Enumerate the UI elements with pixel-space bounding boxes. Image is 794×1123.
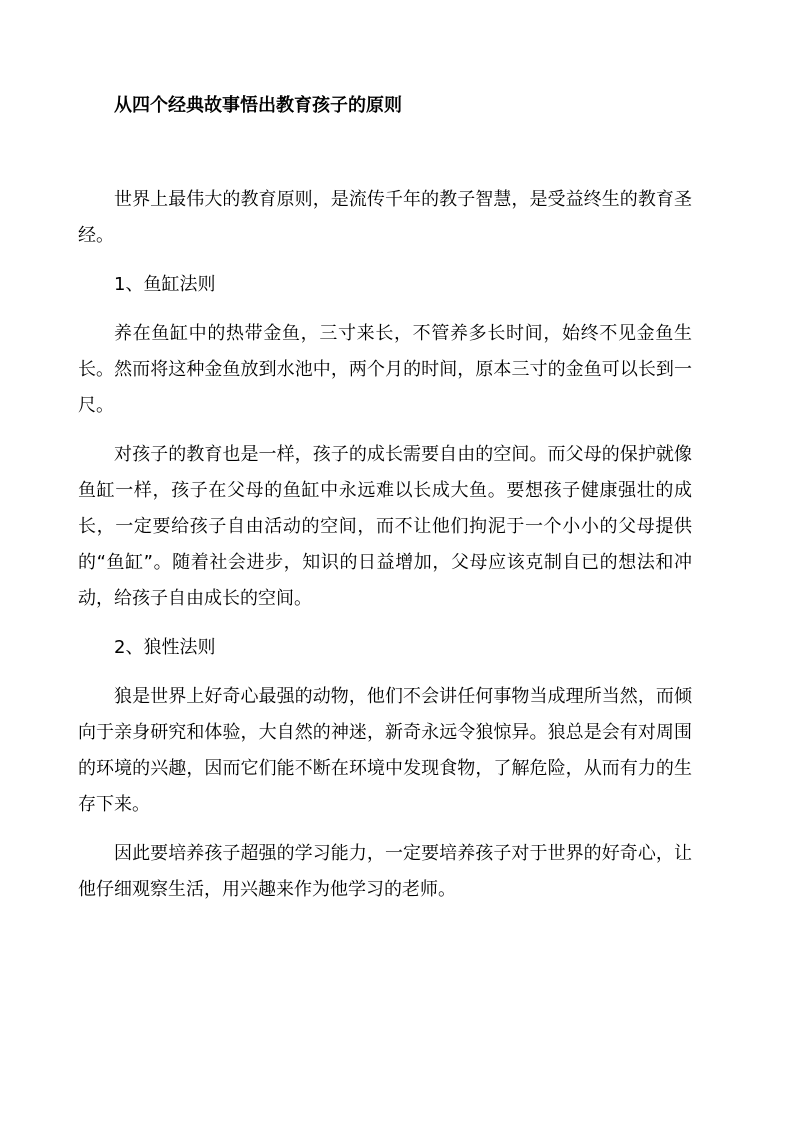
section-heading-wolf: 2、狼性法则 (114, 637, 216, 658)
body-paragraph: 对孩子的教育也是一样，孩子的成长需要自由的空间。而父母的保护就像鱼缸一样，孩子在父母的鱼缸中永远难以长成大鱼。要想孩子健康强壮的成长，一定要给孩子自由活动的空间，而不让他们拘泥于一个小小的父母提供的“鱼缸”。随着社会进步，知识的日益增加，父母应该克制自已的想法和冲动，给孩子自由成长的空间。 (78, 444, 692, 609)
body-paragraph: 养在鱼缸中的热带金鱼，三寸来长，不管养多长时间，始终不见金鱼生长。然而将这种金鱼放到水池中，两个月的时间，原本三寸的金鱼可以长到一尺。 (78, 323, 692, 416)
document-body (78, 182, 692, 908)
document-title: 从四个经典故事悟出教育孩子的原则 (114, 95, 402, 116)
intro-paragraph: 世界上最伟大的教育原则，是流传千年的教子智慧，是受益终生的教育圣经。 (78, 189, 692, 246)
body-paragraph: 狼是世界上好奇心最强的动物，他们不会讲任何事物当成理所当然，而倾向于亲身研究和体验，大自然的神迷，新奇永远令狼惊异。狼总是会有对周围的环境的兴趣，因而它们能不断在环境中发现食物，了解危险，从而有力的生存下来。 (78, 686, 692, 815)
section-heading-fish-tank: 1、鱼缸法则 (114, 274, 216, 295)
body-paragraph: 因此要培养孩子超强的学习能力，一定要培养孩子对于世界的好奇心，让他仔细观察生活，用兴趣来作为他学习的老师。 (78, 843, 692, 900)
